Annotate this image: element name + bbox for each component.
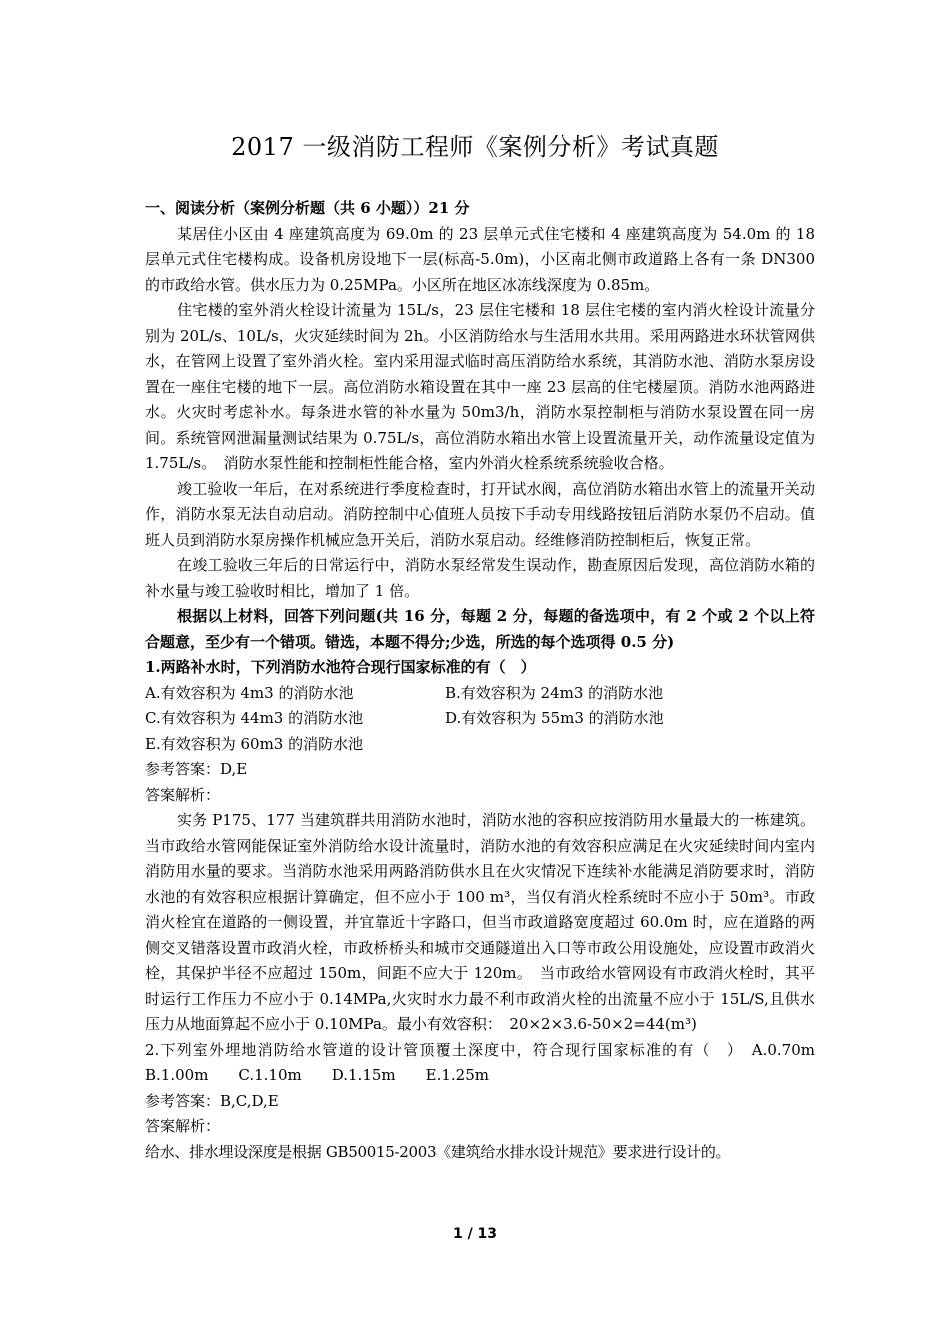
paragraph-2: 住宅楼的室外消火栓设计流量为 15L/s，23 层住宅楼和 18 层住宅楼的室内消火栓设计流量分别为 20L/s、10L/s，火灾延续时间为 2h。小区消防给水与生活用水共用。采用两路进水环状管网供水，在管网上设置了室外消火栓。室内采用湿式临时高压消防给水系统，其消防水池、消防水泵房设置在一座住宅楼的地下一层。高位消防水箱设置在其中一座 23 层高的住宅楼屋顶。消防水池两路进水。火灾时考虑补水。每条进水管的补水量为 50m3/h，消防水泵控制柜与消防水泵设置在同一房间。系统管网泄漏量测试结果为 0.75L/s，高位消防水箱出水管上设置流量开关，动作流量设定值为 1.75L/s。 消防水泵性能和控制柜性能合格，室内外消火栓系统系统验收合格。 [145, 301, 815, 472]
page-number: 1 / 13 [452, 1226, 498, 1242]
section-heading: 一、阅读分析（案例分析题（共 6 小题））21 分 [145, 199, 470, 217]
question-2: 2.下列室外埋地消防给水管道的设计管顶覆土深度中，符合现行国家标准的有（ ） A.0.70m B.1.00m C.1.10m D.1.15m E.1.25m [145, 1040, 846, 1084]
paragraph-1: 某居住小区由 4 座建筑高度为 69.0m 的 23 层单元式住宅楼和 4 座建筑高度为 54.0m 的 18 层单元式住宅楼构成。设备机房设地下一层(标高-5.0m)，小区南北侧市政道路上各有一条 DN300 的市政给水管。供水压力为 0.25MPa。小区所在地区冰冻线深度为 0.85m。 [145, 224, 815, 294]
q2-analysis: 给水、排水埋设深度是根据 GB50015-2003《建筑给水排水设计规范》要求进行设计的。 [145, 1142, 731, 1161]
option-b: B.有效容积为 24m3 的消防水池 [445, 683, 664, 702]
question-1: 1.两路补水时，下列消防水池符合现行国家标准的有（ ） [145, 658, 536, 676]
instructions: 根据以上材料，回答下列问题(共 16 分，每题 2 分，每题的备选项中，有 2 个或 2 个以上符合题意，至少有一个错项。错选，本题不得分;少选，所选的每个选项得 0.5 分) [145, 607, 815, 651]
q1-analysis-label: 答案解析： [145, 785, 221, 804]
option-c: C.有效容积为 44m3 的消防水池 [145, 709, 364, 727]
q2-answer: 参考答案：B,C,D,E [145, 1091, 279, 1110]
options-row-1 [145, 681, 815, 707]
option-e: E.有效容积为 60m3 的消防水池 [145, 734, 364, 753]
document-title: 2017 一级消防工程师《案例分析》考试真题 [231, 133, 719, 161]
q2-analysis-label: 答案解析： [145, 1117, 221, 1135]
paragraph-4: 在竣工验收三年后的日常运行中，消防水泵经常发生误动作，勘查原因后发现，高位消防水箱的补水量与竣工验收时相比，增加了 1 倍。 [145, 556, 815, 600]
option-a: A.有效容积为 4m3 的消防水池 [145, 683, 354, 702]
paragraph-3: 竣工验收一年后，在对系统进行季度检查时，打开试水阀，高位消防水箱出水管上的流量开关动作，消防水泵无法自动启动。消防控制中心值班人员按下手动专用线路按钮后消防水泵仍不启动。值班人员到消防水泵房操作机械应急开关后，消防水泵启动。经维修消防控制柜后，恢复正常。 [145, 479, 815, 549]
options-row-2 [145, 706, 815, 732]
document-body [145, 196, 846, 1165]
option-d: D.有效容积为 55m3 的消防水池 [445, 709, 664, 727]
q1-answer: 参考答案：D,E [145, 760, 248, 778]
q1-analysis: 实务 P175、177 当建筑群共用消防水池时，消防水池的容积应按消防用水量最大的一栋建筑。当市政给水管网能保证室外消防给水设计流量时，消防水池的有效容积应满足在火灾延续时间内室内消防用水量的要求。当消防水池采用两路消防供水且在火灾情况下连续补水能满足消防要求时，消防水池的有效容积应根据计算确定，但不应小于 100 m³，当仅有消火栓系统时不应小于 50m³。市政消火栓宜在道路的一侧设置，并宜靠近十字路口，但当市政道路宽度超过 60.0m 时，应在道路的两侧交叉错落设置市政消火栓，市政桥桥头和城市交通隧道出入口等市政公用设施处，应设置市政消火栓，其保护半径不应超过 150m，间距不应大于 120m。 当市政给水管网设有市政消火栓时，其平时运行工作压力不应小于 0.14MPa,火灾时水力最不利市政消火栓的出流量不应小于 15L/S,且供水压力从地面算起不应小于 0.10MPa。最小有效容积： 20×2×3.6-50×2=44(m³) [145, 811, 815, 1033]
